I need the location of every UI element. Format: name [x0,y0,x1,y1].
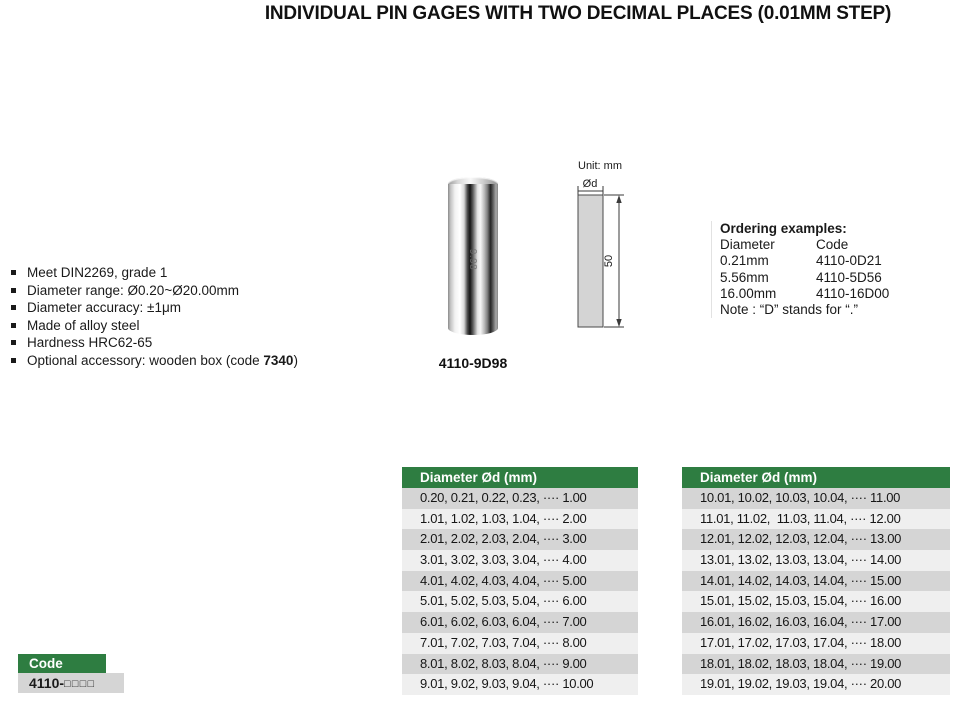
feature-item [10,264,298,282]
length-dim-label: 50 [603,254,615,268]
feature-item [10,282,298,300]
table-row: 12.01, 12.02, 12.03, 12.04, ···· 13.00 [682,529,950,550]
feature-item [10,352,298,370]
table-row: 19.01, 19.02, 19.03, 19.04, ···· 20.00 [682,674,950,695]
ordering-code: 4110-0D21 [816,253,882,269]
table-row: 7.01, 7.02, 7.03, 7.04, ···· 8.00 [402,633,638,654]
table-row: 10.01, 10.02, 10.03, 10.04, ···· 11.00 [682,488,950,509]
pin-outline-rect [578,195,603,327]
table-row: 3.01, 3.02, 3.03, 3.04, ···· 4.00 [402,550,638,571]
feature-text: Diameter range: Ø0.20~Ø20.00mm [27,282,239,298]
ordering-title: Ordering examples: [720,221,847,236]
page-title: INDIVIDUAL PIN GAGES WITH TWO DECIMAL PLACES (0.01MM STEP) [264,3,892,24]
feature-text: Optional accessory: wooden box (code [27,352,264,368]
ordering-examples [711,221,889,318]
table-row: 6.01, 6.02, 6.03, 6.04, ···· 7.00 [402,612,638,633]
table-row: 15.01, 15.02, 15.03, 15.04, ···· 16.00 [682,591,950,612]
table-row: 9.01, 9.02, 9.03, 9.04, ···· 10.00 [402,674,638,695]
table-row: 11.01, 11.02, 11.03, 11.04, ···· 12.00 [682,509,950,530]
table-header: Diameter Ød (mm) [402,467,638,488]
table-row: 4.01, 4.02, 4.03, 4.04, ···· 5.00 [402,571,638,592]
table-row: 0.20, 0.21, 0.22, 0.23, ···· 1.00 [402,488,638,509]
arrow-down-icon [616,319,621,327]
ordering-diameter: 0.21mm [720,253,769,269]
product-code-label: 4110-9D98 [438,355,508,371]
table-row: 1.01, 1.02, 1.03, 1.04, ···· 2.00 [402,509,638,530]
ordering-diameter: 5.56mm [720,269,769,285]
accessory-code: 7340 [263,352,294,368]
ordering-diameter: 16.00mm [720,285,777,301]
table-header: Diameter Ød (mm) [682,467,950,488]
diameter-dim-label: Ød [582,178,598,190]
ordering-header-row [720,237,889,253]
arrow-up-icon [616,195,621,203]
ordering-code: 4110-16D00 [816,285,890,301]
feature-item [10,299,298,317]
code-placeholder-boxes: □□□□ [64,678,96,690]
pin-marking: 9.98 [467,248,479,271]
code-box-value [18,673,124,693]
table-row: 13.01, 13.02, 13.03, 13.04, ···· 14.00 [682,550,950,571]
feature-text: ) [293,352,298,368]
diameter-table-left [402,467,638,695]
diameter-table-right [682,467,950,695]
pin-gage-photo [448,184,498,335]
table-row: 18.01, 18.02, 18.03, 18.04, ···· 19.00 [682,654,950,675]
ordering-row [720,286,889,302]
feature-list [10,264,298,370]
table-row: 8.01, 8.02, 8.03, 8.04, ···· 9.00 [402,654,638,675]
ordering-row [720,253,889,269]
col-diameter: Diameter [720,237,775,253]
table-row: 2.01, 2.02, 2.03, 2.04, ···· 3.00 [402,529,638,550]
ordering-note: Note : “D” stands for “.” [720,302,859,318]
feature-text: Meet DIN2269, grade 1 [27,265,168,280]
feature-text: Made of alloy steel [27,317,140,333]
ordering-code: 4110-5D56 [816,269,882,285]
feature-item [10,334,298,352]
dimension-drawing [560,156,660,341]
col-code: Code [816,237,849,253]
table-row: 5.01, 5.02, 5.03, 5.04, ···· 6.00 [402,591,638,612]
feature-item [10,317,298,335]
code-prefix: 4110- [29,675,65,691]
code-box-header: Code [18,654,106,673]
table-row: 17.01, 17.02, 17.03, 17.04, ···· 18.00 [682,633,950,654]
feature-text: Diameter accuracy: ±1μm [27,300,181,316]
ordering-row [720,270,889,286]
table-row: 16.01, 16.02, 16.03, 16.04, ···· 17.00 [682,612,950,633]
unit-label: Unit: mm [578,160,622,172]
table-row: 14.01, 14.02, 14.03, 14.04, ···· 15.00 [682,571,950,592]
feature-text: Hardness HRC62-65 [27,335,153,351]
